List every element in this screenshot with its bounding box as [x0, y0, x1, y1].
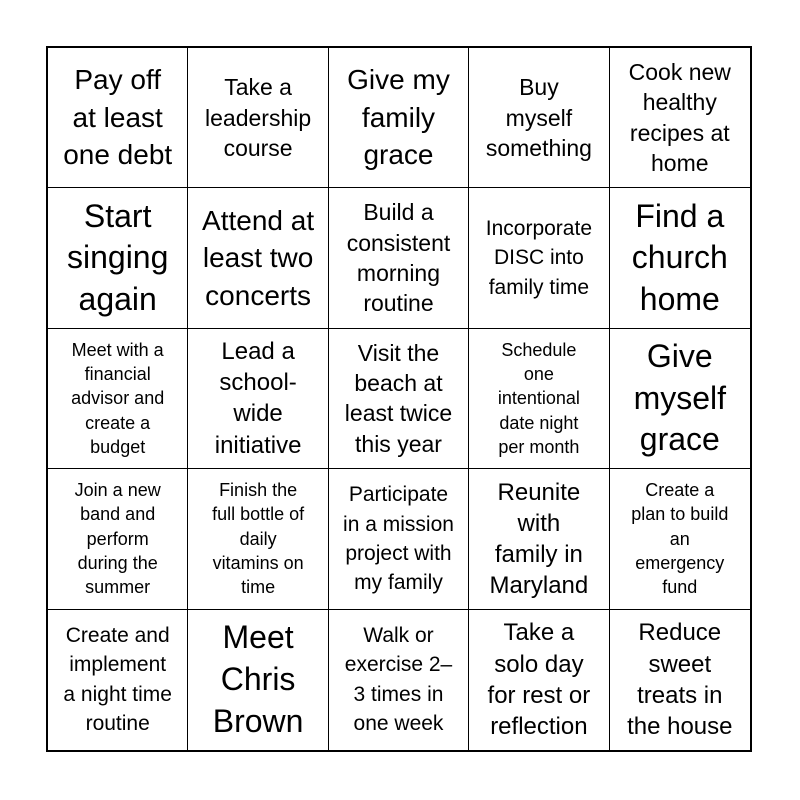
- bingo-cell[interactable]: [610, 329, 750, 469]
- bingo-cell-text: Give my family grace: [347, 64, 450, 171]
- bingo-cell[interactable]: [610, 610, 750, 750]
- bingo-card: [46, 46, 752, 752]
- bingo-cell[interactable]: [188, 610, 328, 750]
- bingo-cell[interactable]: [469, 48, 609, 188]
- bingo-cell-text: Cook new healthy recipes at home: [628, 58, 731, 177]
- bingo-cell-text: Buy myself something: [485, 74, 592, 161]
- bingo-cell[interactable]: [188, 188, 328, 328]
- bingo-cell[interactable]: [48, 329, 188, 469]
- bingo-cell-text: Finish the full bottle of daily vitamins on time: [212, 480, 305, 598]
- bingo-cell[interactable]: [329, 610, 469, 750]
- bingo-cell-text: Give myself grace: [633, 338, 727, 458]
- bingo-cell-text: Walk or exercise 2– 3 times in one week: [344, 624, 453, 736]
- bingo-cell-text: Meet with a financial advisor and create a budget: [71, 339, 165, 457]
- bingo-cell-text: Take a leadership course: [205, 74, 312, 161]
- bingo-cell[interactable]: [329, 48, 469, 188]
- bingo-cell[interactable]: [48, 48, 188, 188]
- bingo-cell-text: Take a solo day for rest or reflection: [487, 619, 591, 740]
- bingo-cell-text: Reduce sweet treats in the house: [627, 619, 733, 740]
- bingo-cell[interactable]: [329, 469, 469, 609]
- bingo-cell[interactable]: [469, 329, 609, 469]
- bingo-cell[interactable]: [469, 469, 609, 609]
- bingo-cell[interactable]: [188, 48, 328, 188]
- bingo-cell[interactable]: [188, 469, 328, 609]
- bingo-cell-text: Visit the beach at least twice this year: [344, 339, 453, 457]
- bingo-cell-text: Incorporate DISC into family time: [485, 217, 592, 299]
- bingo-cell[interactable]: [469, 188, 609, 328]
- bingo-cell-text: Meet Chris Brown: [212, 619, 304, 739]
- bingo-cell-text: Build a consistent morning routine: [346, 199, 451, 317]
- bingo-cell-text: Schedule one intentional date night per month: [497, 339, 580, 457]
- bingo-cell[interactable]: [329, 188, 469, 328]
- bingo-cell[interactable]: [48, 469, 188, 609]
- bingo-cell-text: Join a new band and perform during the summer: [74, 480, 161, 598]
- bingo-cell-text: Start singing again: [66, 197, 169, 317]
- bingo-cell[interactable]: [610, 188, 750, 328]
- bingo-cell[interactable]: [610, 48, 750, 188]
- bingo-cell[interactable]: [610, 469, 750, 609]
- bingo-cell-text: Create and implement a night time routine: [63, 624, 172, 736]
- bingo-cell[interactable]: [188, 329, 328, 469]
- bingo-cell-text: Lead a school- wide initiative: [214, 338, 302, 459]
- bingo-cell-text: Create a plan to build an emergency fund: [631, 480, 729, 598]
- bingo-cell[interactable]: [48, 188, 188, 328]
- bingo-cell[interactable]: [469, 610, 609, 750]
- bingo-cell[interactable]: [48, 610, 188, 750]
- bingo-cell[interactable]: [329, 329, 469, 469]
- bingo-cell-text: Reunite with family in Maryland: [489, 478, 589, 600]
- bingo-cell-text: Attend at least two concerts: [202, 204, 315, 311]
- bingo-cell-text: Pay off at least one debt: [63, 64, 173, 171]
- bingo-cell-text: Participate in a mission project with my family: [343, 483, 454, 595]
- bingo-cell-text: Find a church home: [631, 197, 728, 317]
